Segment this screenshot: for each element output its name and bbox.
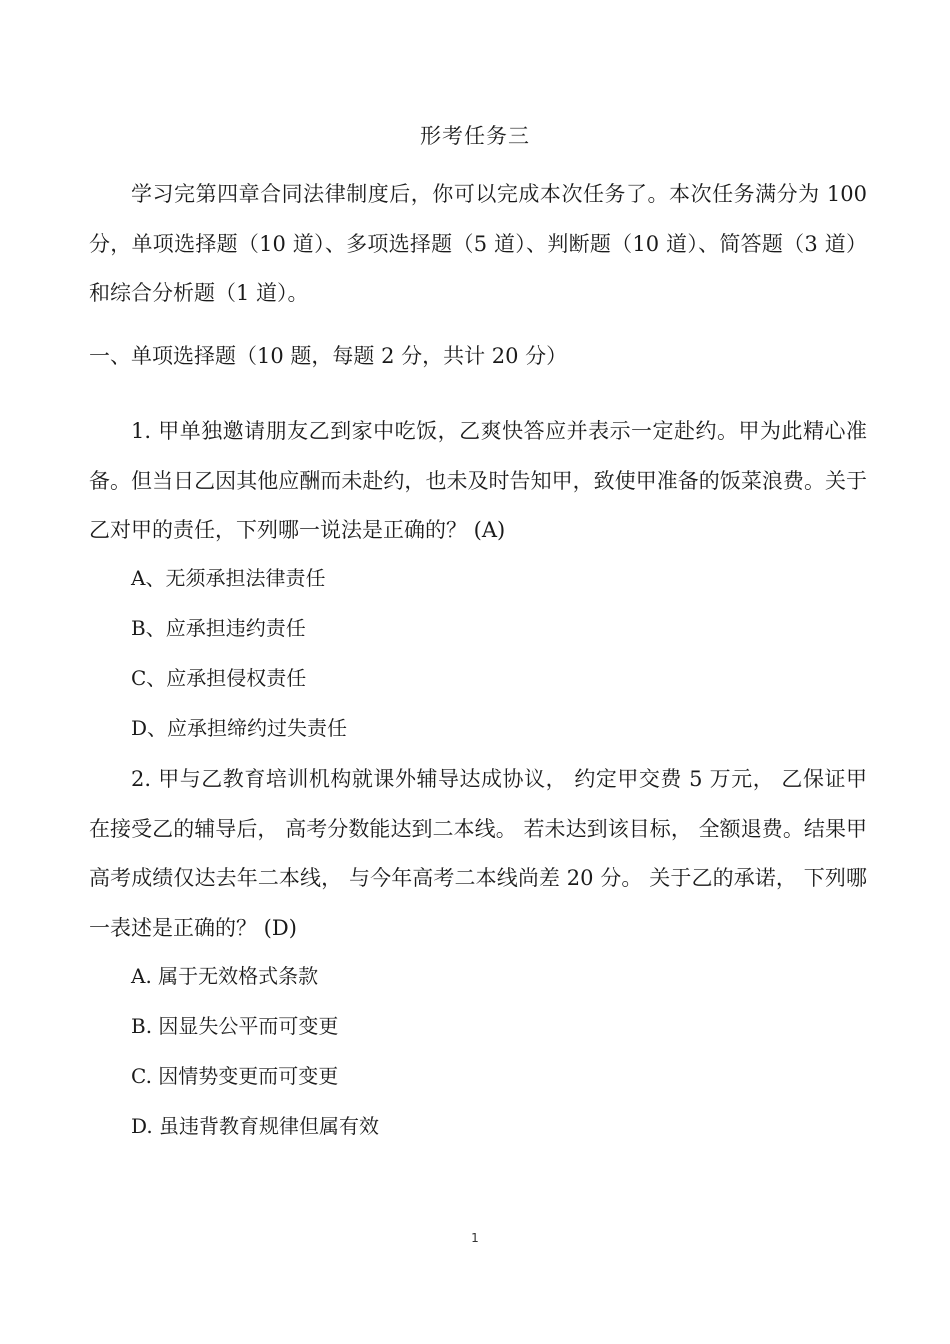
question-2-option-c: C. 因情势变更而可变更 [131,1064,339,1088]
intro-paragraph: 学习完第四章合同法律制度后，你可以完成本次任务了。本次任务满分为 100 分，单项选择题（10 道）、多项选择题（5 道）、判断题（10 道）、简答题（3 道）和综合分析题（1 道）。 [89,182,867,305]
document-title: 形考任务三 [420,124,530,148]
question-2-option-b: B. 因显失公平而可变更 [131,1014,339,1038]
section-heading: 一、单项选择题（10 题，每题 2 分，共计 20 分） [89,344,568,368]
question-2-option-a: A. 属于无效格式条款 [131,964,319,988]
question-2-stem: 2. 甲与乙教育培训机构就课外辅导达成协议， 约定甲交费 5 万元， 乙保证甲在接受乙的辅导后， 高考分数能达到二本线。 若未达到该目标， 全额退费。结果甲高考成绩仅达去年二本线， 与今年高考二本线尚差 20 分。 关于乙的承诺， 下列哪一表述是正确的？ (D) [89,767,867,940]
question-1-option-b: B、应承担违约责任 [131,616,306,640]
question-1-option-c: C、应承担侵权责任 [131,666,307,690]
question-1-option-a: A、无须承担法律责任 [131,566,326,590]
question-1-stem: 1. 甲单独邀请朋友乙到家中吃饭，乙爽快答应并表示一定赴约。甲为此精心准备。但当日乙因其他应酬而未赴约，也未及时告知甲，致使甲准备的饭菜浪费。关于乙对甲的责任，下列哪一说法是正确的？ (A) [89,419,867,542]
question-1-option-d: D、应承担缔约过失责任 [131,716,348,740]
question-2-option-d: D. 虽违背教育规律但属有效 [131,1114,380,1138]
page-number: 1 [471,1231,479,1245]
